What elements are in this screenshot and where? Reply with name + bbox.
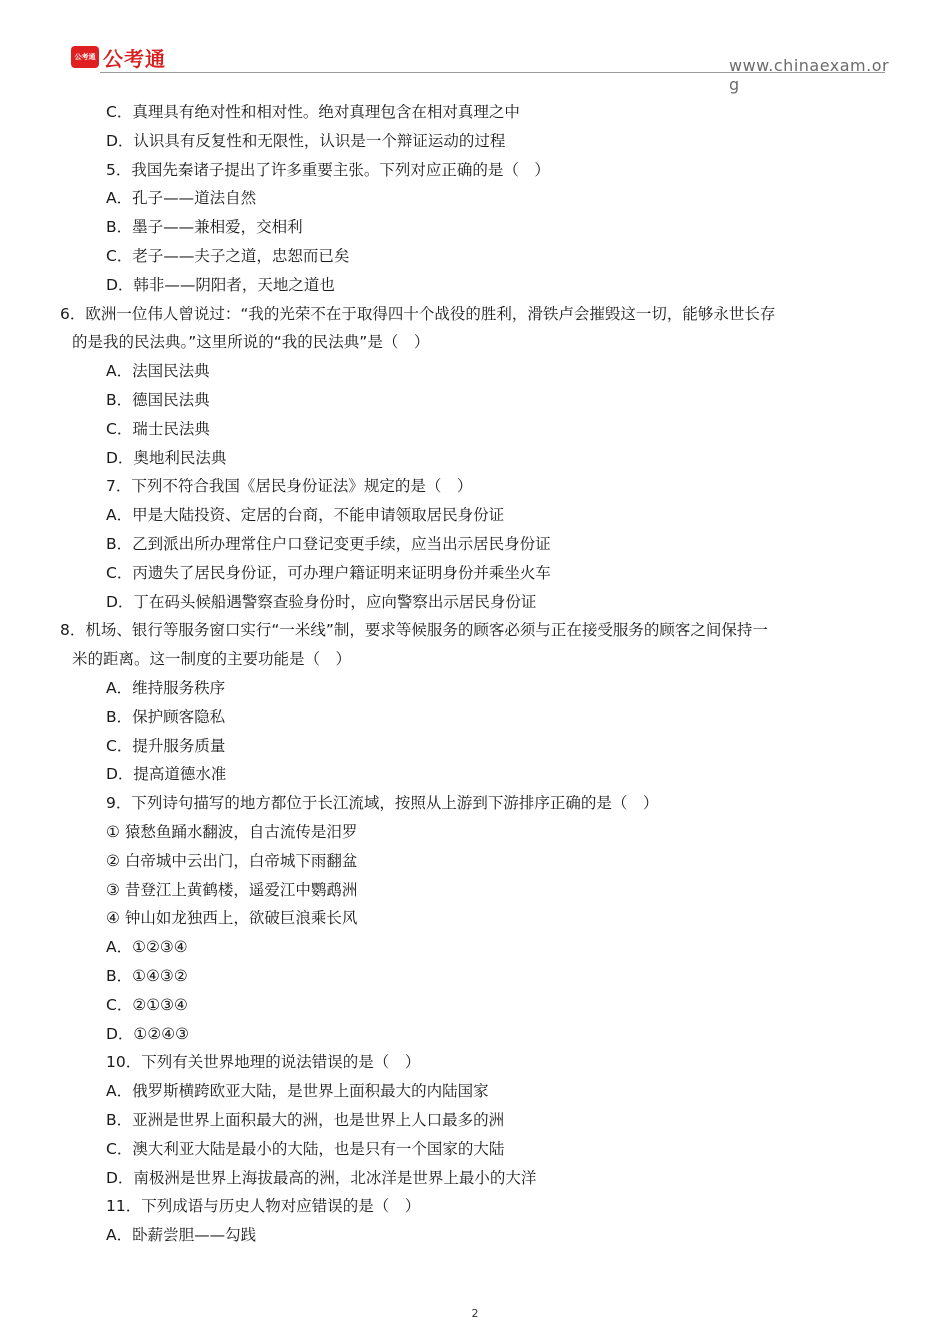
question-line: 8．机场、银行等服务窗口实行“一米线”制，要求等候服务的顾客必须与正在接受服务的顾客之间保持一 — [60, 621, 768, 640]
option-line: A．甲是大陆投资、定居的台商，不能申请领取居民身份证 — [106, 506, 505, 525]
question-line: 6．欧洲一位伟人曾说过：“我的光荣不在于取得四十个战役的胜利，滑铁卢会摧毁这一切，能够永世长存 — [60, 304, 776, 323]
option-line: B．墨子——兼相爱，交相利 — [106, 218, 303, 237]
option-line: D．认识具有反复性和无限性，认识是一个辩证运动的过程 — [106, 131, 506, 150]
question-line: 11．下列成语与历史人物对应错误的是（ ） — [106, 1197, 421, 1216]
question-line: 9．下列诗句描写的地方都位于长江流域，按照从上游到下游排序正确的是（ ） — [106, 794, 659, 813]
option-line: A．①②③④ — [106, 938, 188, 957]
poem-line: ① 猿愁鱼踊水翻波，自古流传是汨罗 — [106, 823, 358, 841]
option-line: C．真理具有绝对性和相对性。绝对真理包含在相对真理之中 — [106, 103, 520, 121]
option-line: D．韩非——阴阳者，天地之道也 — [106, 275, 335, 294]
option-line: D．提高道德水准 — [106, 765, 227, 784]
option-line: B．德国民法典 — [106, 391, 210, 409]
option-line: C．②①③④ — [106, 995, 188, 1014]
option-line: C．老子——夫子之道，忠恕而已矣 — [106, 247, 350, 265]
page-header — [0, 0, 950, 100]
logo-text: 公考通 — [103, 47, 166, 71]
option-line: C．提升服务质量 — [106, 736, 226, 755]
option-line: C．丙遗失了居民身份证，可办理户籍证明来证明身份并乘坐火车 — [106, 563, 551, 582]
option-line: B．保护顾客隐私 — [106, 707, 226, 726]
option-line: C．澳大利亚大陆是最小的大陆，也是只有一个国家的大陆 — [106, 1139, 505, 1158]
site-url[interactable]: www.chinaexam.org — [729, 56, 890, 94]
page-number: 2 — [471, 1307, 479, 1320]
logo-icon: 公考通 — [71, 46, 99, 68]
option-line: B．乙到派出所办理常住户口登记变更手续，应当出示居民身份证 — [106, 535, 551, 553]
option-line: C．瑞士民法典 — [106, 419, 210, 438]
poem-line: ② 白帝城中云出门，白帝城下雨翻盆 — [106, 851, 358, 870]
option-line: A．卧薪尝胆——勾践 — [106, 1226, 257, 1245]
poem-line: ④ 钟山如龙独西上，欲破巨浪乘长风 — [106, 909, 358, 928]
option-line: D．南极洲是世界上海拔最高的洲，北冰洋是世界上最小的大洋 — [106, 1168, 537, 1187]
poem-line: ③ 昔登江上黄鹤楼，遥爱江中鹦鹉洲 — [106, 880, 358, 899]
option-line: B．亚洲是世界上面积最大的洲，也是世界上人口最多的洲 — [106, 1111, 505, 1129]
option-line: A．法国民法典 — [106, 362, 210, 381]
question-line: 10．下列有关世界地理的说法错误的是（ ） — [106, 1053, 421, 1072]
option-line: D．①②④③ — [106, 1024, 190, 1043]
option-line: A．维持服务秩序 — [106, 679, 226, 697]
option-line: A．孔子——道法自然 — [106, 189, 257, 208]
question-line: 米的距离。这一制度的主要功能是（ ） — [72, 650, 352, 669]
question-line: 7．下列不符合我国《居民身份证法》规定的是（ ） — [106, 477, 473, 496]
option-line: D．奥地利民法典 — [106, 448, 227, 467]
option-line: A．俄罗斯横跨欧亚大陆，是世界上面积最大的内陆国家 — [106, 1082, 489, 1101]
question-line: 5．我国先秦诸子提出了许多重要主张。下列对应正确的是（ ） — [106, 160, 550, 179]
option-line: B．①④③② — [106, 967, 188, 985]
option-line: D．丁在码头候船遇警察查验身份时，应向警察出示居民身份证 — [106, 592, 537, 611]
question-line: 的是我的民法典。”这里所说的“我的民法典”是（ ） — [72, 333, 430, 352]
